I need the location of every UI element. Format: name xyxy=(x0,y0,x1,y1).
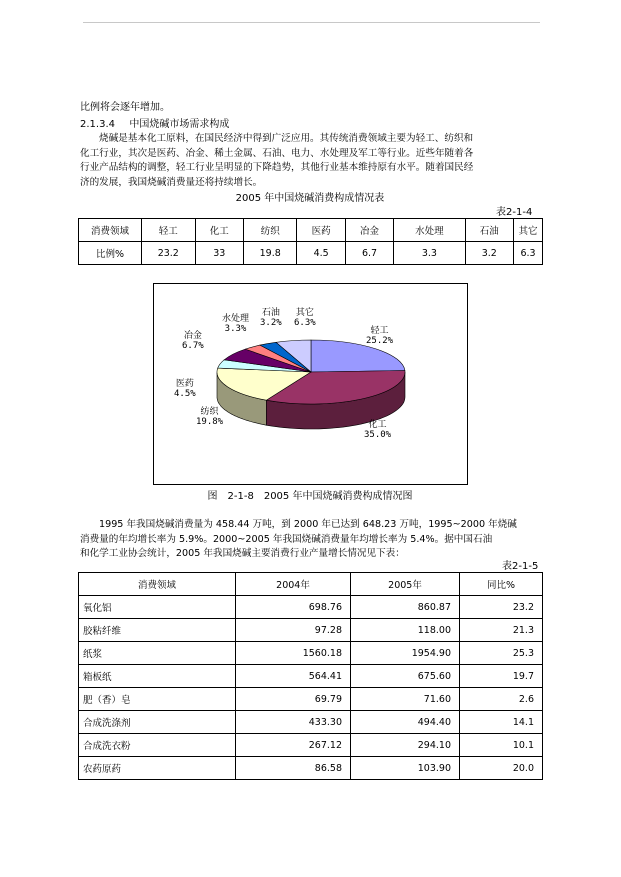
table-row xyxy=(79,242,543,265)
paragraph-1 xyxy=(80,132,540,190)
table-cell: 23.2 xyxy=(460,596,543,619)
table-cell: 比例% xyxy=(79,242,142,265)
table-cell: 氧化铝 xyxy=(79,596,236,619)
table-row xyxy=(79,642,543,665)
table-header-cell: 冶金 xyxy=(345,219,393,242)
table2-ref: 表2-1-5 xyxy=(502,561,539,572)
table-cell: 2.6 xyxy=(460,688,543,711)
table-header-cell: 同比% xyxy=(460,573,543,596)
table-row xyxy=(79,757,543,780)
table1-title: 2005 年中国烧碱消费构成情况表 xyxy=(235,193,385,204)
paragraph-line: 烧碱是基本化工原料，在国民经济中得到广泛应用。其传统消费领域主要为轻工、纺织和 xyxy=(99,133,474,144)
table-cell: 698.76 xyxy=(236,596,351,619)
slice-label-shiyou: 石油 3.2% xyxy=(260,308,282,328)
table-cell: 69.79 xyxy=(236,688,351,711)
table-cell: 103.90 xyxy=(351,757,460,780)
slice-label-qinggong: 轻工 25.2% xyxy=(366,326,394,346)
table-row xyxy=(79,688,543,711)
table-cell: 23.2 xyxy=(142,242,196,265)
paragraph-line: 行业产品结构的调整，轻工行业呈明显的下降趋势，其他行业基本维持原有水平。随着国民经 xyxy=(80,162,474,173)
table-cell: 肥（香）皂 xyxy=(79,688,236,711)
table-header-cell: 2005年 xyxy=(351,573,460,596)
paragraph-line: 化工行业，其次是医药、冶金、稀土金属、石油、电力、水处理及军工等行业。近些年随着各 xyxy=(80,147,474,159)
header-rule xyxy=(83,22,540,23)
table-cell: 6.3 xyxy=(514,242,543,265)
table-cell: 合成洗涤剂 xyxy=(79,711,236,734)
table-cell: 农药原药 xyxy=(79,757,236,780)
paragraph-2 xyxy=(80,518,540,562)
consumption-ratio-table xyxy=(78,218,543,265)
table-cell: 118.00 xyxy=(351,619,460,642)
table-header-cell: 化工 xyxy=(195,219,243,242)
table-row xyxy=(79,665,543,688)
table-cell: 10.1 xyxy=(460,734,543,757)
table-cell: 21.3 xyxy=(460,619,543,642)
section-title: 中国烧碱市场需求构成 xyxy=(129,119,230,130)
slice-label-qita: 其它 6.3% xyxy=(294,308,316,328)
production-growth-table xyxy=(78,572,543,780)
table-cell: 6.7 xyxy=(345,242,393,265)
table-header-cell: 其它 xyxy=(514,219,543,242)
table-cell: 3.3 xyxy=(394,242,465,265)
pie-chart-frame xyxy=(153,283,468,485)
table-cell: 20.0 xyxy=(460,757,543,780)
table-cell: 19.7 xyxy=(460,665,543,688)
table-cell: 3.2 xyxy=(465,242,513,265)
table-cell: 14.1 xyxy=(460,711,543,734)
table-cell: 4.5 xyxy=(297,242,345,265)
table-cell: 564.41 xyxy=(236,665,351,688)
table-header-cell: 2004年 xyxy=(236,573,351,596)
slice-label-fangzhi: 纺织 19.8% xyxy=(196,407,224,427)
table-cell: 纸浆 xyxy=(79,642,236,665)
table-cell: 1954.90 xyxy=(351,642,460,665)
table-row xyxy=(79,734,543,757)
table-cell: 433.30 xyxy=(236,711,351,734)
table1-ref: 表2-1-4 xyxy=(496,207,533,218)
table-cell: 19.8 xyxy=(243,242,297,265)
table-header-cell: 消费领域 xyxy=(79,573,236,596)
paragraph-line: 和化学工业协会统计，2005 年我国烧碱主要消费行业产量增长情况见下表： xyxy=(80,548,405,559)
table-header-cell: 消费领域 xyxy=(79,219,142,242)
table-cell: 33 xyxy=(195,242,243,265)
paragraph-line: 1995 年我国烧碱消费量为 458.44 万吨，到 2000 年已达到 648.23 万吨，1995~2000 年烧碱 xyxy=(99,519,517,530)
table-header-cell: 医药 xyxy=(297,219,345,242)
paragraph-line: 济的发展，我国烧碱消费量还将持续增长。 xyxy=(80,176,263,188)
table-cell: 494.40 xyxy=(351,711,460,734)
slice-label-yejin: 冶金 6.7% xyxy=(182,331,204,351)
table-header-row xyxy=(79,573,543,596)
table-row xyxy=(79,711,543,734)
table-cell: 25.3 xyxy=(460,642,543,665)
section-number: 2.1.3.4 xyxy=(80,119,115,130)
table-cell: 胶粘纤维 xyxy=(79,619,236,642)
figure-caption: 图 2-1-8 2005 年中国烧碱消费构成情况图 xyxy=(207,491,413,502)
section-heading xyxy=(80,118,229,131)
slice-label-huagong: 化工 35.0% xyxy=(364,420,392,440)
table-cell: 860.87 xyxy=(351,596,460,619)
table-header-cell: 水处理 xyxy=(394,219,465,242)
table-header-cell: 纺织 xyxy=(243,219,297,242)
table-cell: 294.10 xyxy=(351,734,460,757)
table-row xyxy=(79,619,543,642)
table-cell: 675.60 xyxy=(351,665,460,688)
table-cell: 箱板纸 xyxy=(79,665,236,688)
table-cell: 86.58 xyxy=(236,757,351,780)
table-cell: 71.60 xyxy=(351,688,460,711)
table-row xyxy=(79,596,543,619)
paragraph-line: 消费量的年均增长率为 5.9%。2000~2005 年我国烧碱消费量年均增长率为 5.4%。据中国石油 xyxy=(80,533,493,545)
table-cell: 1560.18 xyxy=(236,642,351,665)
table-header-cell: 石油 xyxy=(465,219,513,242)
table-cell: 267.12 xyxy=(236,734,351,757)
intro-line: 比例将会逐年增加。 xyxy=(80,102,170,113)
slice-label-yiyao: 医药 4.5% xyxy=(174,379,196,399)
table-header-cell: 轻工 xyxy=(142,219,196,242)
table-cell: 合成洗衣粉 xyxy=(79,734,236,757)
slice-label-shuichuli: 水处理 3.3% xyxy=(222,314,250,334)
table-header-row xyxy=(79,219,543,242)
table-cell: 97.28 xyxy=(236,619,351,642)
